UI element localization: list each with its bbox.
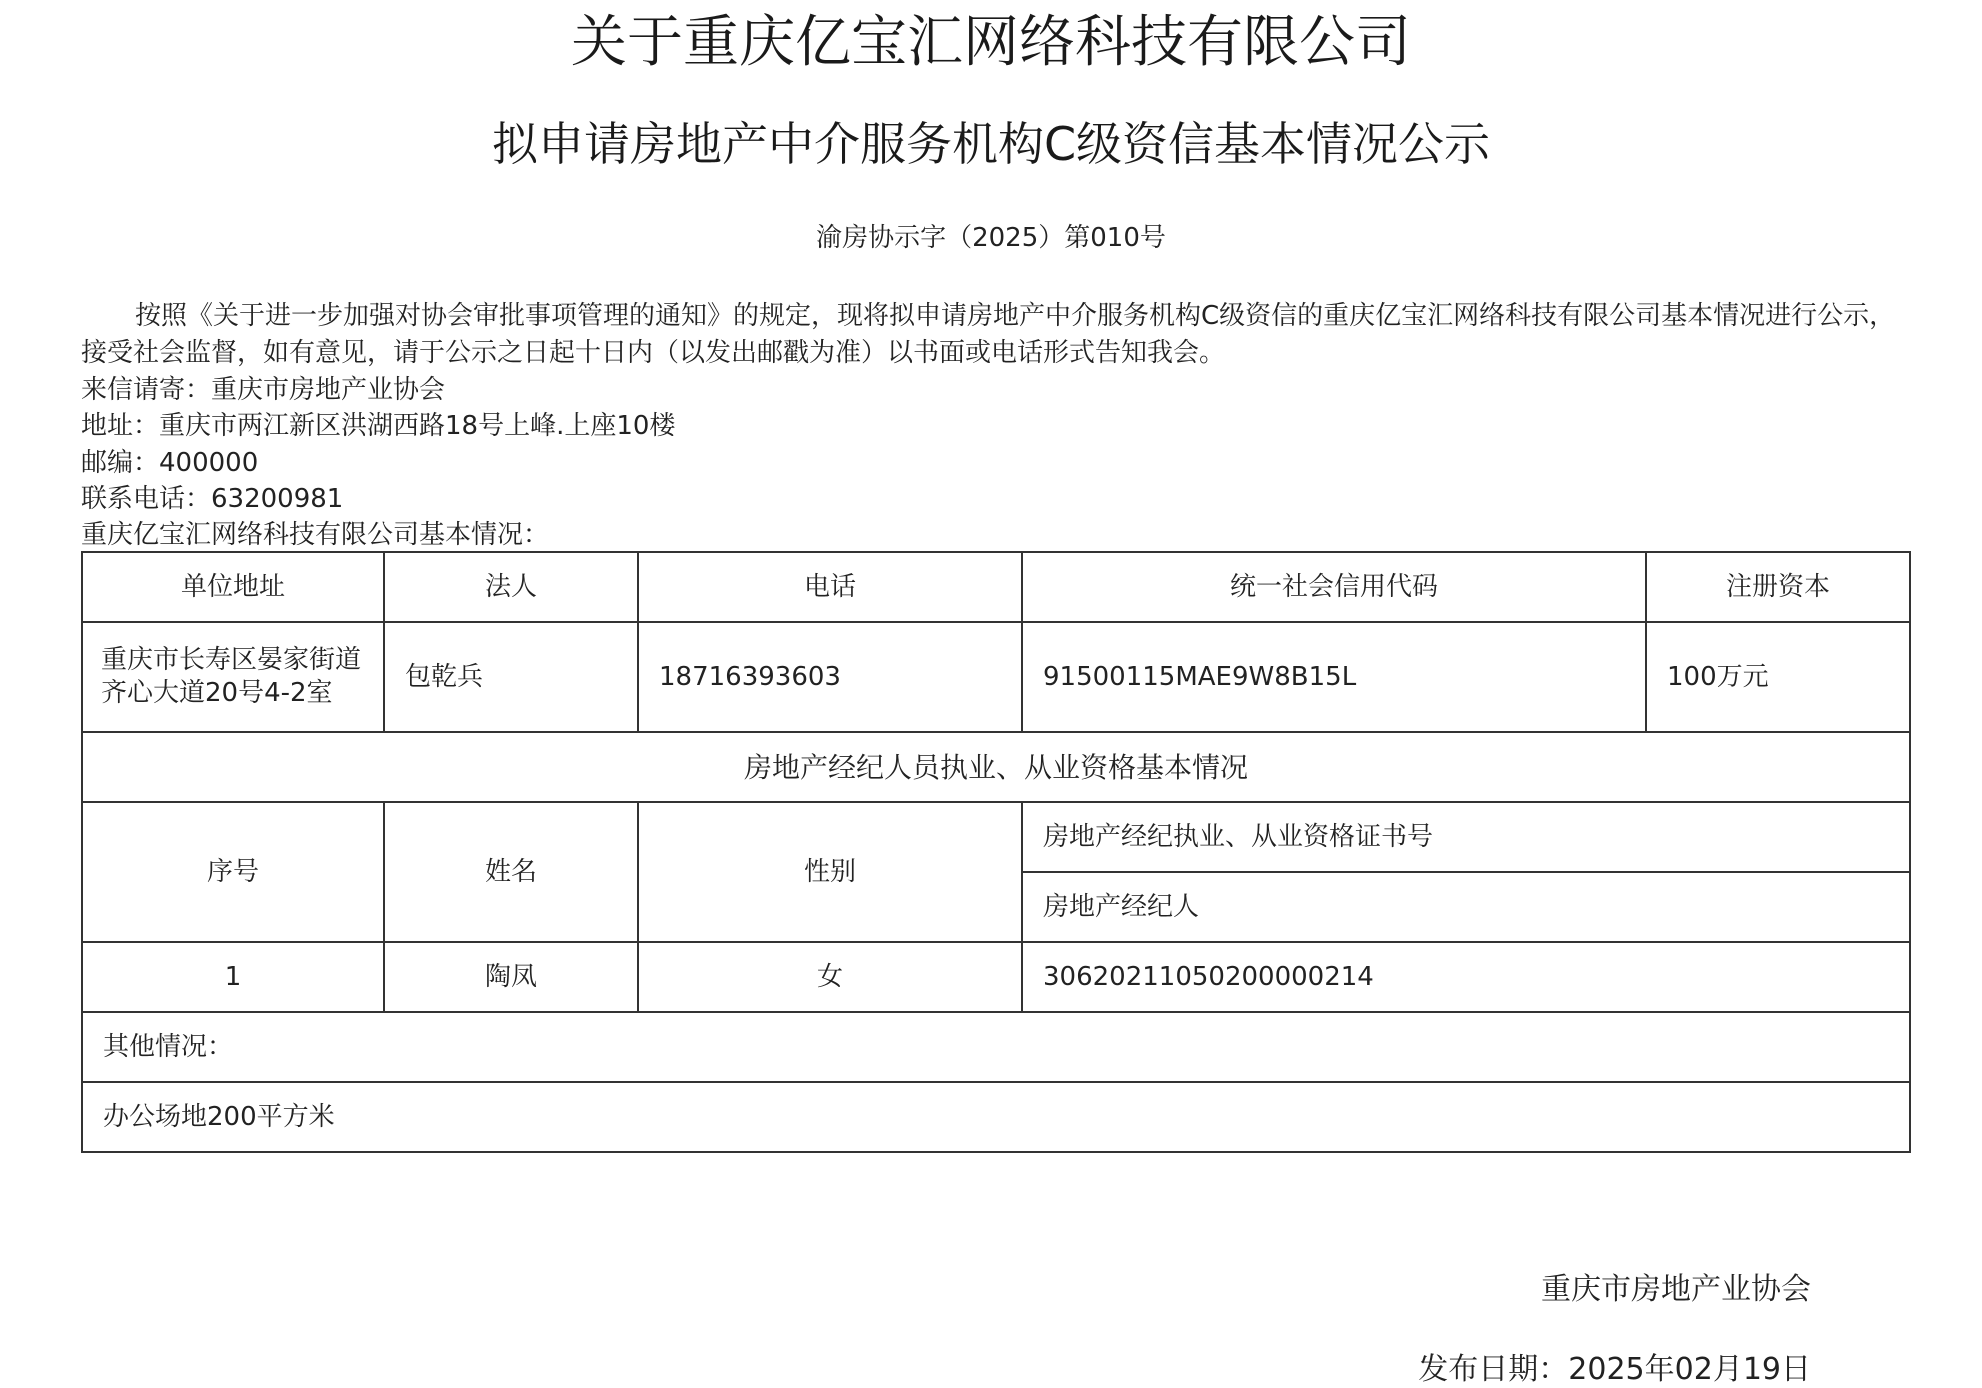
- agents-section-title: 房地产经纪人员执业、从业资格基本情况: [82, 732, 1910, 802]
- header-name: 姓名: [384, 802, 638, 942]
- header-cert-no: 房地产经纪执业、从业资格证书号: [1022, 802, 1910, 872]
- agent-name: 陶凤: [384, 942, 638, 1012]
- header-legal-person: 法人: [384, 552, 638, 622]
- cell-legal-person: 包乾兵: [384, 622, 638, 732]
- cell-capital: 100万元: [1646, 622, 1910, 732]
- page-title: 关于重庆亿宝汇网络科技有限公司: [571, 10, 1411, 75]
- header-index: 序号: [82, 802, 384, 942]
- company-data-row: [82, 622, 1910, 732]
- postcode-line: 邮编：400000: [81, 448, 259, 478]
- cell-credit-code: 91500115MAE9W8B15L: [1022, 622, 1646, 732]
- document-number: 渝房协示字（2025）第010号: [816, 223, 1166, 253]
- header-capital: 注册资本: [1646, 552, 1910, 622]
- mail-to-line: 来信请寄：重庆市房地产业协会: [81, 375, 446, 405]
- other-label: 其他情况：: [82, 1012, 1910, 1082]
- phone-line: 联系电话：63200981: [81, 484, 344, 514]
- header-agent-type: 房地产经纪人: [1022, 872, 1910, 942]
- agents-section-row: [82, 732, 1910, 802]
- other-content-row: [82, 1082, 1910, 1152]
- header-phone: 电话: [638, 552, 1022, 622]
- header-credit-code: 统一社会信用代码: [1022, 552, 1646, 622]
- table-caption: 重庆亿宝汇网络科技有限公司基本情况：: [81, 520, 550, 550]
- company-header-row: [82, 552, 1910, 622]
- publish-date: 发布日期：2025年02月19日: [1418, 1352, 1811, 1387]
- cell-address: 重庆市长寿区晏家街道齐心大道20号4-2室: [82, 622, 384, 732]
- intro-paragraph: 按照《关于进一步加强对协会审批事项管理的通知》的规定，现将拟申请房地产中介服务机构C级资信的重庆亿宝汇网络科技有限公司基本情况进行公示，接受社会监督，如有意见，请于公示之日起十日内（以发出邮戳为准）以书面或电话形式告知我会。: [81, 301, 1896, 368]
- agent-gender: 女: [638, 942, 1022, 1012]
- address-line: 地址：重庆市两江新区洪湖西路18号上峰.上座10楼: [81, 411, 676, 441]
- agent-row: [82, 942, 1910, 1012]
- agents-header-row-1: [82, 802, 1910, 872]
- footer-organization: 重庆市房地产业协会: [1541, 1272, 1811, 1307]
- agent-index: 1: [82, 942, 384, 1012]
- cell-phone: 18716393603: [638, 622, 1022, 732]
- header-address: 单位地址: [82, 552, 384, 622]
- agent-cert-no: 30620211050200000214: [1022, 942, 1910, 1012]
- other-content: 办公场地200平方米: [82, 1082, 1910, 1152]
- header-gender: 性别: [638, 802, 1022, 942]
- page-subtitle: 拟申请房地产中介服务机构C级资信基本情况公示: [491, 117, 1491, 171]
- other-label-row: [82, 1012, 1910, 1082]
- company-info-table: [81, 551, 1911, 1153]
